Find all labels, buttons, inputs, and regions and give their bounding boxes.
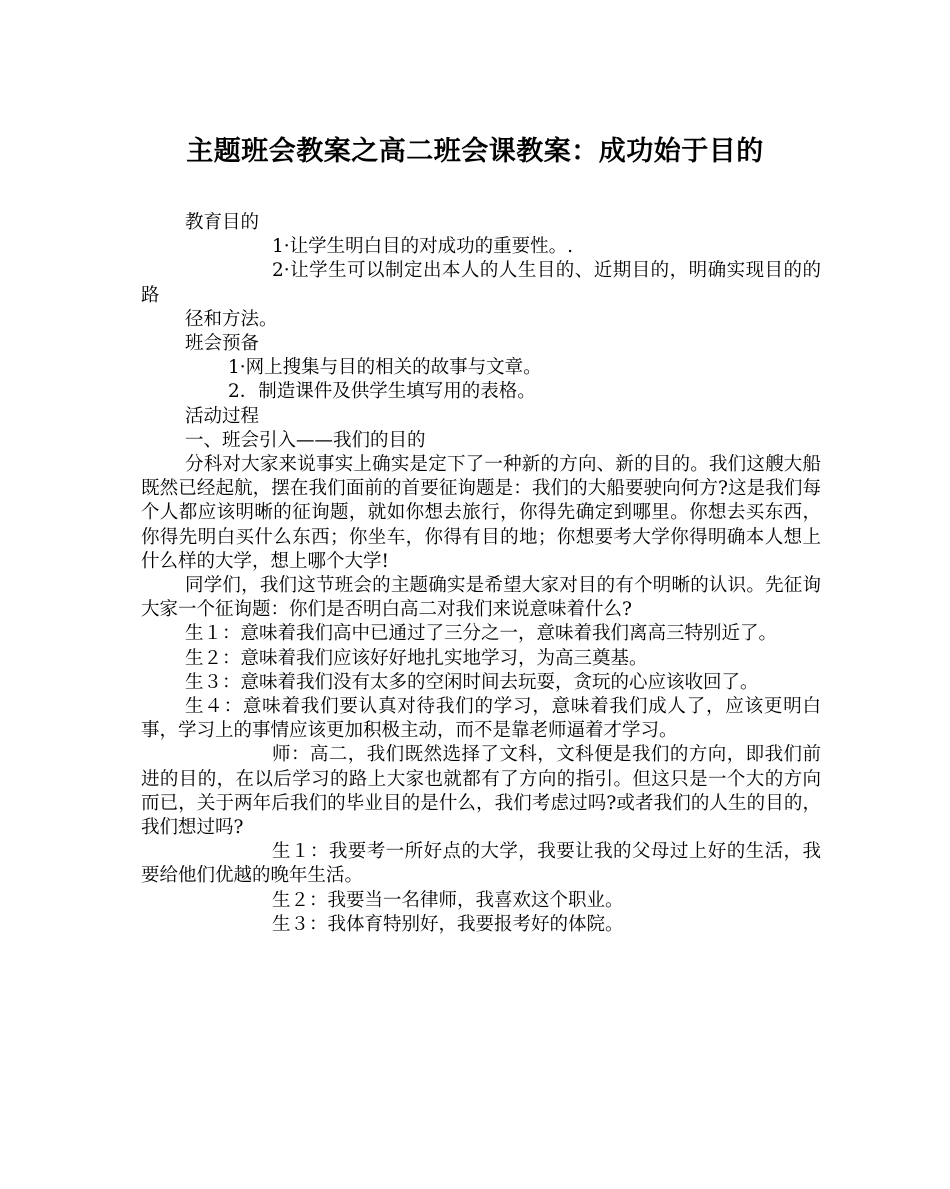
paragraph-goal-1: 1·让学生明白目的对成功的重要性。. bbox=[272, 236, 574, 258]
paragraph-activity-heading: 活动过程 bbox=[185, 405, 260, 427]
paragraph-preparation-1: 1·网上搜集与目的相关的故事与文章。 bbox=[228, 357, 542, 379]
paragraph-question: 同学们，我们这节班会的主题确实是希望大家对目的有个明晰的认识。先征询大家一个征询题：你们是否明白高二对我们来说意味着什么? bbox=[141, 575, 821, 621]
paragraph-intro: 分科对大家来说事实上确实是定下了一种新的方向、新的目的。我们这艘大船既然已经起航，摆在我们面前的首要征询题是：我们的大船要驶向何方?这是我们每个人都应该明晰的征询题，就如你想去旅行，你得先确定到哪里。你想去买东西，你得先明白买什么东西；你坐车，你得有目的地；你想要考大学你得明确本人想上什么样的大学，想上哪个大学! bbox=[141, 454, 821, 572]
paragraph-student-3: 生３：意味着我们没有太多的空闲时间去玩耍，贪玩的心应该收回了。 bbox=[185, 671, 759, 693]
paragraph-goal-2: 2·让学生可以制定出本人的人生目的、近期目的，明确实现目的的路 bbox=[141, 260, 821, 306]
paragraph-student-2: 生２：意味着我们应该好好地扎实地学习，为高三奠基。 bbox=[185, 647, 648, 669]
paragraph-preparation-2: 2．制造课件及供学生填写用的表格。 bbox=[228, 381, 536, 403]
paragraph-answer-3: 生３：我体育特别好，我要报考好的体院。 bbox=[272, 913, 624, 935]
paragraph-student-1: 生１：意味着我们高中已通过了三分之一，意味着我们离高三特别近了。 bbox=[185, 623, 778, 645]
document-body bbox=[141, 211, 821, 937]
paragraph-teacher: 师：高二，我们既然选择了文科，文科便是我们的方向，即我们前进的目的，在以后学习的路上大家也就都有了方向的指引。但这只是一个大的方向而已，关于两年后我们的毕业目的是什么，我们考虑过吗?或者我们的人生的目的，我们想过吗? bbox=[141, 744, 821, 839]
paragraph-preparation-heading: 班会预备 bbox=[185, 333, 260, 355]
paragraph-goal-2-continued: 径和方法。 bbox=[185, 308, 278, 330]
paragraph-section-one-heading: 一、班会引入——我们的目的 bbox=[185, 429, 426, 451]
paragraph-answer-2: 生２：我要当一名律师，我喜欢这个职业。 bbox=[272, 889, 624, 911]
document-title: 主题班会教案之高二班会课教案：成功始于目的 bbox=[186, 136, 764, 167]
paragraph-education-goal-heading: 教育目的 bbox=[185, 212, 260, 233]
paragraph-student-4: 生４：意味着我们要认真对待我们的学习，意味着我们成人了，应该更明白事，学习上的事情应该更加积极主动，而不是靠老师逼着才学习。 bbox=[141, 696, 821, 742]
paragraph-answer-1: 生１：我要考一所好点的大学，我要让我的父母过上好的生活，我要给他们优越的晚年生活。 bbox=[141, 841, 821, 887]
